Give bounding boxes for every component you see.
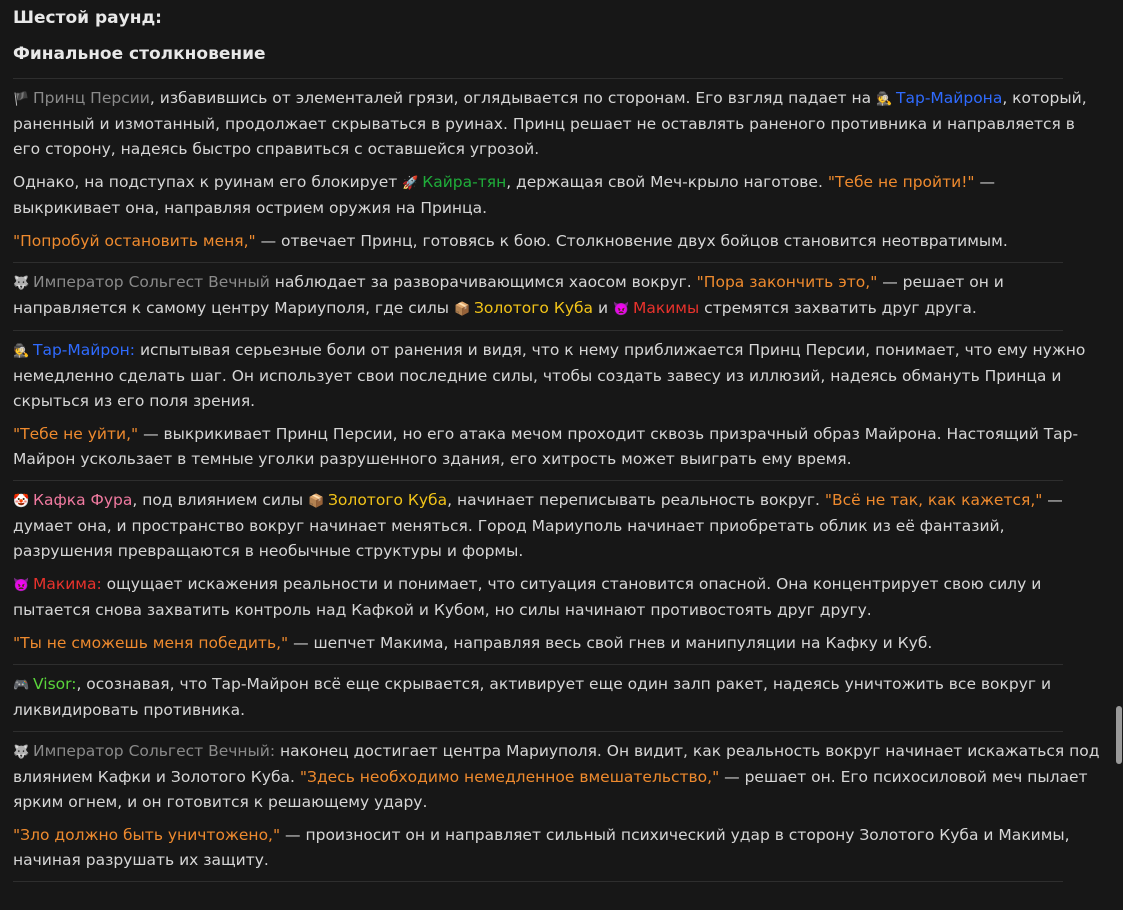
scrollbar-thumb[interactable] xyxy=(1116,706,1122,764)
chat-message-content xyxy=(13,4,1103,882)
round-subheading: Финальное столкновение xyxy=(13,44,266,64)
devil-icon: 👿 xyxy=(13,578,30,593)
round-heading: Шестой раунд: xyxy=(13,8,162,28)
paragraph-prince-reply: "Попробуй остановить меня," — отвечает Принц, готовясь к бою. Столкновение двух бойцов становится неотвратимым. xyxy=(13,232,1008,250)
character-golden-cube: Золотого Куба xyxy=(328,491,448,509)
scrollbar-track[interactable] xyxy=(1113,0,1123,910)
clown-icon: 🤡 xyxy=(13,494,30,509)
divider xyxy=(13,731,1063,732)
quote: "Попробуй остановить меня," xyxy=(13,232,256,250)
wolf-icon: 🐺 xyxy=(13,276,30,291)
divider xyxy=(13,664,1063,665)
quote: "Ты не сможешь меня победить," xyxy=(13,634,289,652)
divider xyxy=(13,881,1063,882)
paragraph-makima: 👿 Макима: ощущает искажения реальности и понимает, что ситуация становится опасной. Она концентрирует свою силу и пытается снова захватить контроль над Кафкой и Кубом, но силы начинают противостоять друг другу. xyxy=(13,575,1042,619)
cube-icon: 📦 xyxy=(308,494,325,509)
quote: "Здесь необходимо немедленное вмешательство," xyxy=(299,768,720,786)
character-tar-mairon: Тар-Майрона xyxy=(896,89,1003,107)
cube-icon: 📦 xyxy=(453,302,471,317)
paragraph-emperor: 🐺 Император Сольгест Вечный наблюдает за разворачивающимся хаосом вокруг. "Пора закончить это," — решает он и направляется к самому центру Мариуполя, где силы 📦 Золотого Куба и 👿 Макимы стремятся захватить друг друга. xyxy=(13,270,1103,322)
character-emperor: Император Сольгест Вечный: xyxy=(33,742,276,760)
character-kaira: Кайра-тян xyxy=(422,173,507,191)
quote: "Тебе не пройти!" xyxy=(827,173,975,191)
character-kafka: Кафка Фура xyxy=(33,491,133,509)
character-emperor: Император Сольгест Вечный xyxy=(33,273,270,291)
gamepad-icon: 🎮 xyxy=(13,678,30,693)
divider xyxy=(13,330,1063,331)
paragraph-prince-attack: "Тебе не уйти," — выкрикивает Принц Персии, но его атака мечом проходит сквозь призрачный образ Майрона. Настоящий Тар-Майрон ускользает в темные уголки разрушенного здания, его хитрость может выиграть ему время. xyxy=(13,425,1079,468)
paragraph-emperor-strike: "Зло должно быть уничтожено," — произносит он и направляет сильный психический удар в сторону Золотого Куба и Макимы, начиная разрушать их защиту. xyxy=(13,826,1070,869)
character-makima: Макима: xyxy=(33,575,102,593)
paragraph-kafka: 🤡 Кафка Фура, под влиянием силы 📦 Золотого Куба, начинает переписывать реальность вокруг. "Всё не так, как кажется," — думает она, и пространство вокруг начинает меняться. Город Мариуполь начинает приобретать облик из её фантазий, разрушения превращаются в необычные структуры и формы. xyxy=(13,491,1063,560)
devil-icon: 👿 xyxy=(613,302,630,317)
character-prince: Принц Персии xyxy=(33,89,150,107)
quote: "Всё не так, как кажется," xyxy=(824,491,1043,509)
character-golden-cube: Золотого Куба xyxy=(473,299,594,317)
divider xyxy=(13,480,1063,481)
paragraph-visor: 🎮 Visor:, осознавая, что Тар-Майрон всё еще скрывается, активирует еще один залп ракет, надеясь уничтожить все вокруг и ликвидировать противника. xyxy=(13,675,1052,719)
paragraph-makima-whisper: "Ты не сможешь меня победить," — шепчет Макима, направляя весь свой гнев и манипуляции на Кафку и Куб. xyxy=(13,634,933,652)
paragraph-tar-mairon: 🕵 Тар-Майрон: испытывая серьезные боли от ранения и видя, что к нему приближается Принц Персии, понимает, что ему нужно немедленно сделать шаг. Он использует свои последние силы, чтобы создать завесу из иллюзий, надеясь обмануть Принца и скрыться из его поля зрения. xyxy=(13,341,1086,410)
spy-icon: 🕵 xyxy=(876,92,893,107)
wolf-icon: 🐺 xyxy=(13,745,30,760)
character-visor: Visor: xyxy=(33,675,77,693)
character-tar-mairon: Тар-Майрон: xyxy=(33,341,136,359)
paragraph-kaira: Однако, на подступах к руинам его блокирует 🚀 Кайра-тян, держащая свой Меч-крыло наготове. "Тебе не пройти!" — выкрикивает она, направляя острием оружия на Принца. xyxy=(13,173,995,217)
quote: "Пора закончить это," xyxy=(696,273,878,291)
quote: "Зло должно быть уничтожено," xyxy=(13,826,281,844)
paragraph-prince: 🏴 Принц Персии, избавившись от элементалей грязи, оглядывается по сторонам. Его взгляд падает на 🕵 Тар-Майрона, который, раненный и измотанный, продолжает скрываться в руинах. Принц решает не оставлять раненого противника и направляется в его сторону, надеясь быстро справиться с оставшейся угрозой. xyxy=(13,89,1087,158)
character-makima: Макимы xyxy=(633,299,700,317)
spy-icon: 🕵 xyxy=(13,344,30,359)
divider xyxy=(13,262,1063,263)
rocket-icon: 🚀 xyxy=(402,176,419,191)
divider xyxy=(13,78,1063,79)
flag-icon: 🏴 xyxy=(13,92,30,107)
quote: "Тебе не уйти," xyxy=(13,425,139,443)
paragraph-emperor-final: 🐺 Император Сольгест Вечный: наконец достигает центра Мариуполя. Он видит, как реальность вокруг начинает искажаться под влиянием Кафки и Золотого Куба. "Здесь необходимо немедленное вмешательство," — решает он. Его психосиловой меч пылает ярким огнем, и он готовится к решающему удару. xyxy=(13,742,1100,811)
